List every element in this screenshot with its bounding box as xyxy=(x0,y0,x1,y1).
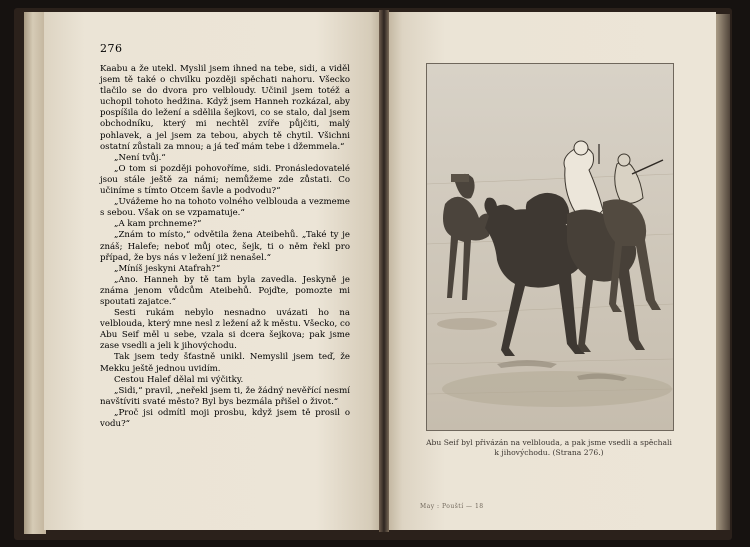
caption-line-1: Abu Seif byl přivázán na velblouda, a pak jsme vsedli a spěchali xyxy=(426,438,672,447)
paragraph: „Proč jsi odmítl moji prosbu, když jsem tě prosil o vodu?“ xyxy=(100,407,350,429)
page-footer: May : Pouští — 18 xyxy=(420,503,484,510)
paragraph: Tak jsem tedy šťastně unikl. Nemyslil jsem teď, že Mekku ještě jednou uvidím. xyxy=(100,352,350,374)
paragraph: „Míníš jeskyni Atafrah?“ xyxy=(114,263,221,274)
paragraph: „O tom si později pohovoříme, sidi. Pronásledovatelé jsou stále ještě za námi; nemůžeme zde zůstati. Co učiníme s tímto Otcem šavle a podvodu?“ xyxy=(100,163,350,197)
illustration-caption xyxy=(422,438,676,458)
paragraph: „Není tvůj.“ xyxy=(114,152,166,163)
illustration-camel-riders xyxy=(427,64,673,430)
paragraph: „Uvážeme ho na tohoto volného velblouda a vezmeme s sebou. Však on se vzpamatuje.“ xyxy=(100,197,350,219)
right-page-edges xyxy=(716,14,730,530)
paragraph: „A kam prchneme?“ xyxy=(114,219,202,230)
paragraph: Kaabu a že utekl. Myslil jsem ihned na tebe, sidi, a viděl jsem tě také o chvilku později spěchati nahoru. Všecko tlačilo se do dvora pro velbloudy. Učinil jsem totéž a uchopil tohoto hedžina. Když jsem Hanneh rozkázal, aby pospíšila do ležení a sdělila šejkovi, co se stalo, dal jsem obchodníku, který mi nechtěl zvíře půjčiti, malý pohlavek, a jel jsem za tebou, abych tě chytil. Všichni ostatní zůstali za mnou; a já teď mám tebe i džemmela.“ xyxy=(100,64,350,152)
paragraph: Cestou Halef dělal mi výčitky. xyxy=(114,374,244,385)
paragraph: „Znám to místo,“ odvětila žena Ateibehů. „Také ty je znáš; Halefe; neboť můj otec, šejk, ti o něm řekl pro případ, že bys nás v ležení již nenašel.“ xyxy=(100,230,350,263)
book-gutter xyxy=(379,10,389,532)
caption-line-2: k jihovýchodu. (Strana 276.) xyxy=(494,448,604,457)
page-number: 276 xyxy=(100,42,123,55)
paragraph: „Sidi,“ pravil, „neřekl jsem ti, že žádný nevěřící nesmí navštíviti svaté město? Byl bys bezmála přišel o život.“ xyxy=(100,385,350,407)
body-text xyxy=(100,64,350,430)
paragraph: Sesti rukám nebylo nesnadno uvázati ho na velblouda, který mne nesl z ležení až k městu. Všecko, co Abu Seif měl u sebe, vzala si dcera šejkova; pak jsme zase vsedli a jeli k jihovýchodu. xyxy=(100,308,350,352)
page-edges xyxy=(24,12,46,534)
illustration xyxy=(426,63,674,431)
paragraph: „Ano. Hanneh by tě tam byla zavedla. Jeskyně je známa jenom vůdcům Ateibehů. Pojďte, pomozte mi spoutati zajatce.“ xyxy=(100,274,350,307)
